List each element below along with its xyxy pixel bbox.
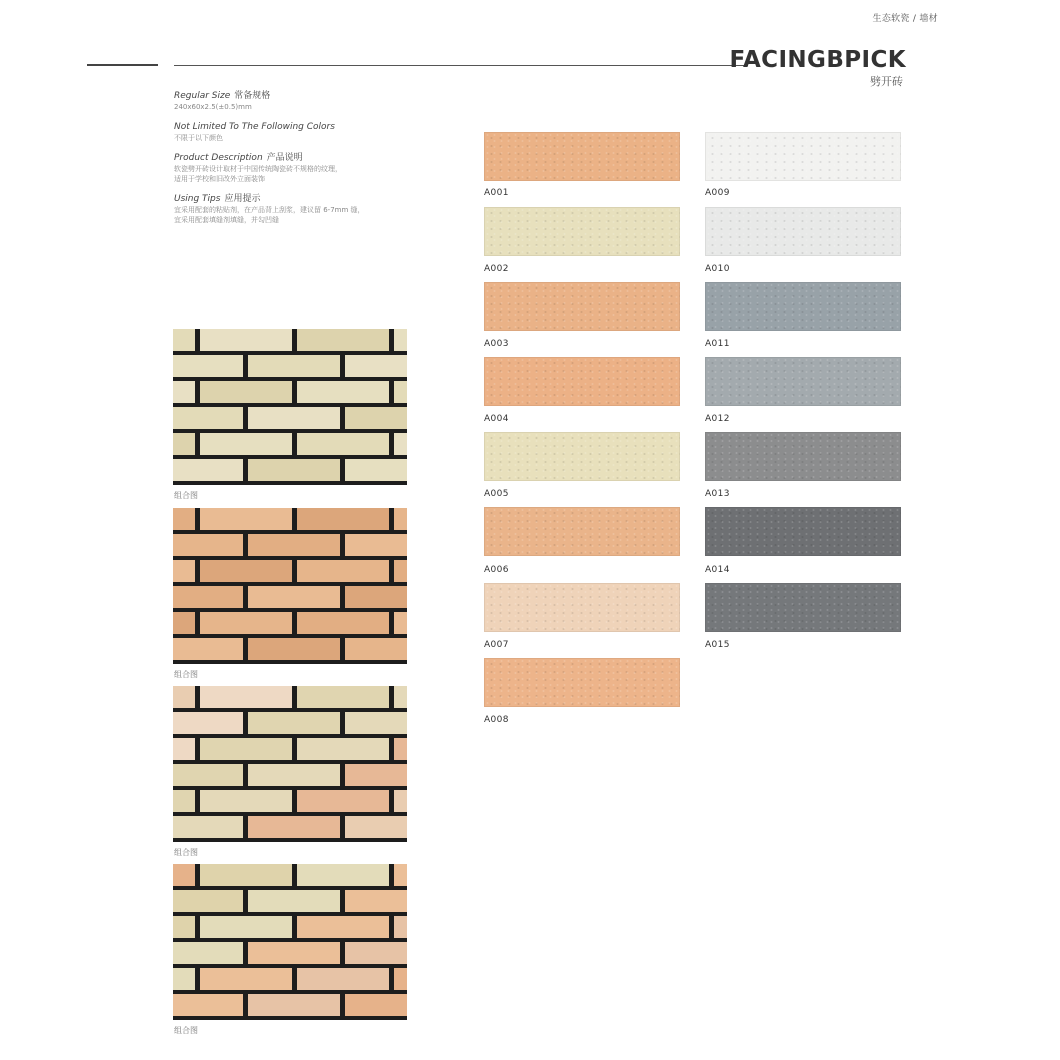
- brick: [200, 738, 292, 760]
- color-swatch: [705, 207, 901, 256]
- page-title: FACINGBPICK: [729, 47, 906, 73]
- brick: [297, 612, 389, 634]
- info-heading-zh: 应用提示: [224, 194, 261, 204]
- info-line: 软瓷劈开砖设计取材于中国传统陶瓷砖不规格的纹理，: [174, 165, 342, 173]
- brick: [394, 916, 407, 938]
- brick: [248, 764, 340, 786]
- brick: [173, 890, 243, 912]
- color-swatch: [705, 432, 901, 481]
- brick-wall-svg: [173, 329, 407, 485]
- brick: [297, 916, 389, 938]
- brick: [173, 790, 195, 812]
- swatch-code: A007: [484, 640, 509, 650]
- brick: [297, 381, 389, 403]
- swatch-code: A009: [705, 188, 730, 198]
- brick: [200, 508, 292, 530]
- brick: [248, 355, 340, 377]
- brick: [297, 738, 389, 760]
- info-using-tips: [174, 193, 434, 225]
- brick: [248, 890, 340, 912]
- brick: [173, 738, 195, 760]
- wall-caption: 组合图: [174, 848, 198, 857]
- brick: [173, 764, 243, 786]
- brick: [248, 816, 340, 838]
- brick: [173, 612, 195, 634]
- info-heading-en: Not Limited To The Following Colors: [174, 122, 335, 132]
- brick: [345, 712, 407, 734]
- info-line: 宜采用配套填缝剂填缝，并勾凹缝: [174, 216, 279, 224]
- info-line: 240x60x2.5(±0.5)mm: [174, 103, 252, 111]
- brick: [200, 329, 292, 351]
- brick: [248, 638, 340, 660]
- brick: [173, 712, 243, 734]
- brick: [200, 686, 292, 708]
- brick: [173, 968, 195, 990]
- brick: [200, 968, 292, 990]
- header-divider-rule: [174, 65, 748, 66]
- brick-wall-image: [173, 508, 407, 664]
- brick: [200, 381, 292, 403]
- brick: [394, 560, 407, 582]
- swatch-code: A010: [705, 264, 730, 274]
- brick: [173, 355, 243, 377]
- brick: [345, 459, 407, 481]
- info-colors: [174, 121, 434, 143]
- brick-wall-image: [173, 864, 407, 1020]
- color-swatch: [705, 507, 901, 556]
- info-heading-zh: 产品说明: [266, 153, 303, 163]
- brick: [200, 433, 292, 455]
- brick: [173, 407, 243, 429]
- brick: [345, 764, 407, 786]
- brick: [200, 864, 292, 886]
- color-swatch: [484, 432, 680, 481]
- brick: [345, 890, 407, 912]
- brick: [394, 968, 407, 990]
- brick: [200, 612, 292, 634]
- info-heading-zh: 常备规格: [234, 91, 271, 101]
- brick: [345, 638, 407, 660]
- brick-wall-image: [173, 329, 407, 485]
- brick: [394, 864, 407, 886]
- brick: [394, 329, 407, 351]
- brick: [173, 864, 195, 886]
- color-swatch: [705, 132, 901, 181]
- brick: [248, 459, 340, 481]
- color-swatch: [484, 357, 680, 406]
- brick: [297, 560, 389, 582]
- swatch-code: A004: [484, 414, 509, 424]
- color-swatch: [484, 507, 680, 556]
- brick: [248, 994, 340, 1016]
- swatch-code: A001: [484, 188, 509, 198]
- brick: [173, 560, 195, 582]
- wall-caption: 组合图: [174, 1026, 198, 1035]
- info-heading-en: Product Description: [174, 153, 263, 163]
- wall-caption: 组合图: [174, 670, 198, 679]
- brick: [173, 433, 195, 455]
- brick: [173, 638, 243, 660]
- brick: [173, 459, 243, 481]
- brick: [345, 816, 407, 838]
- brick: [345, 994, 407, 1016]
- brick: [173, 994, 243, 1016]
- breadcrumb: 生态软瓷 / 墙材: [872, 14, 938, 24]
- brick: [297, 968, 389, 990]
- brick: [394, 433, 407, 455]
- brick: [345, 942, 407, 964]
- color-swatch: [705, 583, 901, 632]
- swatch-code: A006: [484, 565, 509, 575]
- brick: [173, 586, 243, 608]
- info-heading-en: Regular Size: [174, 91, 231, 101]
- swatch-code: A005: [484, 489, 509, 499]
- brick: [345, 407, 407, 429]
- brick: [297, 329, 389, 351]
- brick: [297, 686, 389, 708]
- swatch-code: A015: [705, 640, 730, 650]
- color-swatch: [484, 583, 680, 632]
- brick: [394, 790, 407, 812]
- brick: [248, 942, 340, 964]
- swatch-code: A011: [705, 339, 730, 349]
- color-swatch: [484, 658, 680, 707]
- brick: [297, 790, 389, 812]
- brick: [173, 508, 195, 530]
- brick: [173, 329, 195, 351]
- info-regular-size: [174, 90, 434, 112]
- info-line: 宜采用配套的粘贴剂，在产品背上刮浆，建议留 6-7mm 缝，: [174, 206, 365, 214]
- brick: [173, 686, 195, 708]
- header-accent-rule: [87, 64, 158, 66]
- brick: [200, 560, 292, 582]
- brick: [345, 586, 407, 608]
- brick: [248, 407, 340, 429]
- color-swatch: [705, 357, 901, 406]
- wall-caption: 组合图: [174, 491, 198, 500]
- brick: [297, 433, 389, 455]
- color-swatch: [484, 207, 680, 256]
- brick: [173, 534, 243, 556]
- brick: [248, 534, 340, 556]
- brick: [297, 864, 389, 886]
- brick: [200, 916, 292, 938]
- page-subtitle: 劈开砖: [870, 75, 903, 88]
- brick: [394, 612, 407, 634]
- brick: [394, 686, 407, 708]
- swatch-code: A014: [705, 565, 730, 575]
- brick: [173, 916, 195, 938]
- brick: [173, 381, 195, 403]
- brick: [248, 712, 340, 734]
- swatch-code: A013: [705, 489, 730, 499]
- info-line: 不限于以下颜色: [174, 134, 223, 142]
- brick: [297, 508, 389, 530]
- swatch-code: A012: [705, 414, 730, 424]
- brick: [345, 355, 407, 377]
- color-swatch: [484, 132, 680, 181]
- brick-wall-svg: [173, 508, 407, 664]
- product-info: [174, 90, 434, 234]
- brick: [394, 738, 407, 760]
- brick: [248, 586, 340, 608]
- info-product-description: [174, 152, 434, 184]
- brick: [394, 381, 407, 403]
- info-heading-en: Using Tips: [174, 194, 221, 204]
- swatch-code: A008: [484, 715, 509, 725]
- brick-wall-svg: [173, 686, 407, 842]
- brick: [200, 790, 292, 812]
- swatch-code: A003: [484, 339, 509, 349]
- brick-wall-image: [173, 686, 407, 842]
- color-swatch: [484, 282, 680, 331]
- color-swatch: [705, 282, 901, 331]
- brick: [173, 816, 243, 838]
- brick: [394, 508, 407, 530]
- brick: [345, 534, 407, 556]
- brick: [173, 942, 243, 964]
- info-line: 适用于学校和旧改外立面装饰: [174, 175, 265, 183]
- swatch-code: A002: [484, 264, 509, 274]
- brick-wall-svg: [173, 864, 407, 1020]
